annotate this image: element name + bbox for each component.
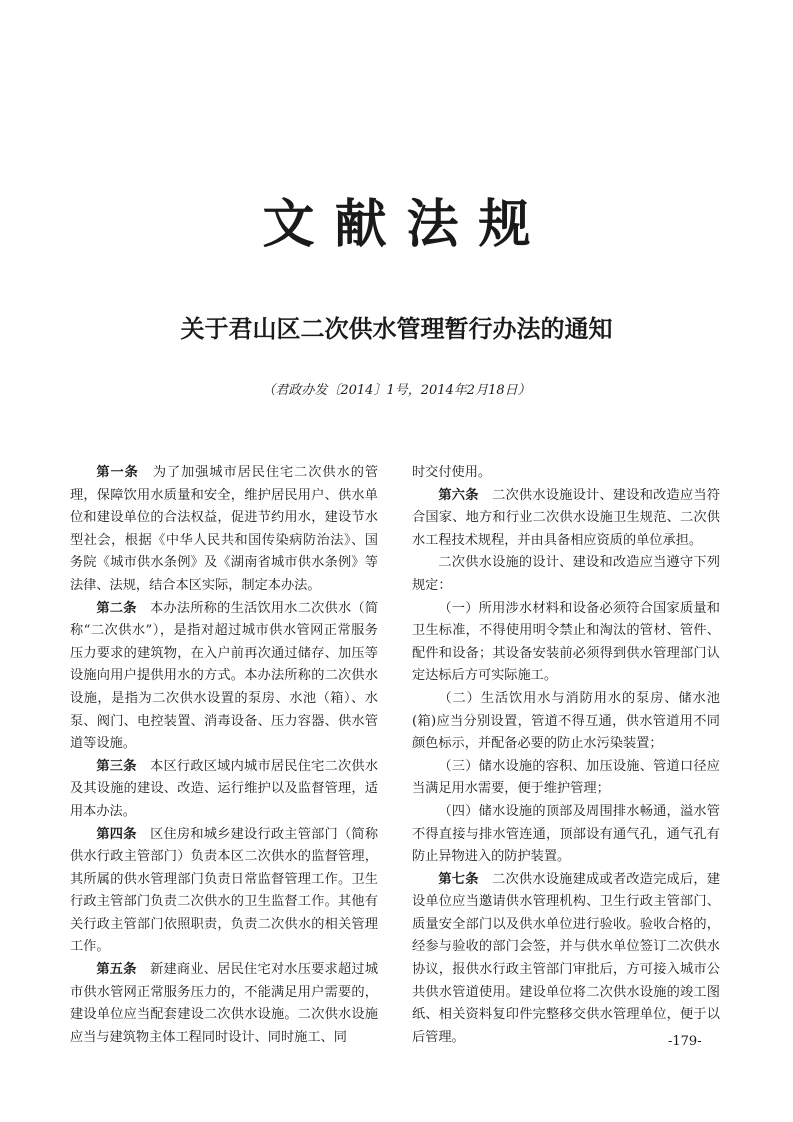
article-text: 区住房和城乡建设行政主管部门（简称供水行政主管部门）负责本区二次供水的监督管理，其所属的供水管理部门负责日常监督管理工作。卫生行政主管部门负责二次供水的卫生监督工作。其他有关行政主管部门依照职责，负责二次供水的相关管理工作。 (70, 826, 379, 955)
article-label: 第七条 (438, 871, 479, 887)
article-3 (70, 756, 378, 824)
article-text: 二次供水设施建成或者改造完成后，建设单位应当邀请供水管理机构、卫生行政主管部门、质量安全部门以及供水单位进行验收。验收合格的，经参与验收的部门会签，并与供水单位签订二次供水协议，报供水行政主管部门审批后，方可接入城市公共供水管道使用。建设单位将二次供水设施的竣工图纸、相关资料复印件完整移交供水管理单位，便于以后管理。 (412, 871, 721, 1045)
left-column (70, 462, 378, 1049)
article-text: 为了加强城市居民住宅二次供水的管理，保障饮用水质量和安全，维护居民用户、供水单位和建设单位的合法权益，促进节约用水，建设节水型社会，根据《中华人民共和国传染病防治法》、国务院《城市供水条例》及《湖南省城市供水条例》等法律、法规，结合本区实际，制定本办法。 (70, 465, 379, 593)
article-text: 本办法所称的生活饮用水二次供水（简称“二次供水”），是指对超过城市供水管网正常服务压力要求的建筑物，在入户前再次通过储存、加压等设施向用户提供用水的方式。本办法所称的二次供水设施，是指为二次供水设置的泵房、水池（箱）、水泵、阀门、电控装置、消毒设备、压力容器、供水管道等设施。 (70, 600, 379, 752)
article-label: 第五条 (96, 962, 137, 978)
article-label: 第三条 (96, 758, 137, 774)
document-title: 关于君山区二次供水管理暂行办法的通知 (180, 315, 613, 343)
article-label: 第四条 (96, 826, 137, 842)
article-text: 二次供水设施设计、建设和改造应当符合国家、地方和行业二次供水设施卫生规范、二次供水工程技术规程，并由具备相应资质的单位承担。 (412, 487, 721, 548)
list-item: （四）储水设施的顶部及周围排水畅通，溢水管不得直接与排水管连通，顶部设有通气孔，通气孔有防止异物进入的防护装置。 (412, 803, 720, 865)
article-1 (70, 462, 378, 598)
section-title: 文献法规 (262, 194, 551, 255)
article-label: 第二条 (96, 600, 137, 616)
article-label: 第六条 (438, 487, 479, 503)
article-5-continuation: 时交付使用。 (412, 465, 492, 480)
page-number: -179- (668, 1034, 702, 1049)
article-text: 本区行政区域内城市居民住宅二次供水及其设施的建设、改造、运行维护以及监督管理，适用本办法。 (70, 758, 379, 819)
article-5 (70, 959, 378, 1049)
list-item: （二）生活饮用水与消防用水的泵房、储水池(箱)应当分别设置，管道不得互通，供水管道用不同颜色标示，并配备必要的防止水污染装置； (412, 690, 720, 752)
article-text: 新建商业、居民住宅对水压要求超过城市供水管网正常服务压力的，不能满足用户需要的，建设单位应当配套建设二次供水设施。二次供水设施应当与建筑物主体工程同时设计、同时施工、同 (70, 962, 379, 1045)
article-label: 第一条 (96, 465, 139, 480)
list-item: （一）所用涉水材料和设备必须符合国家质量和卫生标准，不得使用明令禁止和淘汰的管材、管件、配件和设备；其设备安装前必须得到供水管理部门认定达标后方可实际施工。 (412, 600, 720, 684)
article-4 (70, 824, 378, 960)
article-6 (412, 485, 720, 553)
article-7 (412, 869, 720, 1050)
article-2 (70, 598, 378, 756)
list-item: （三）储水设施的容积、加压设施、管道口径应当满足用水需要，便于维护管理； (412, 758, 720, 797)
right-column (412, 462, 720, 1049)
document-number: （君政办发〔2014〕1号，2014年2月18日） (262, 383, 531, 398)
article-6-intro: 二次供水设施的设计、建设和改造应当遵守下列规定： (412, 555, 720, 593)
